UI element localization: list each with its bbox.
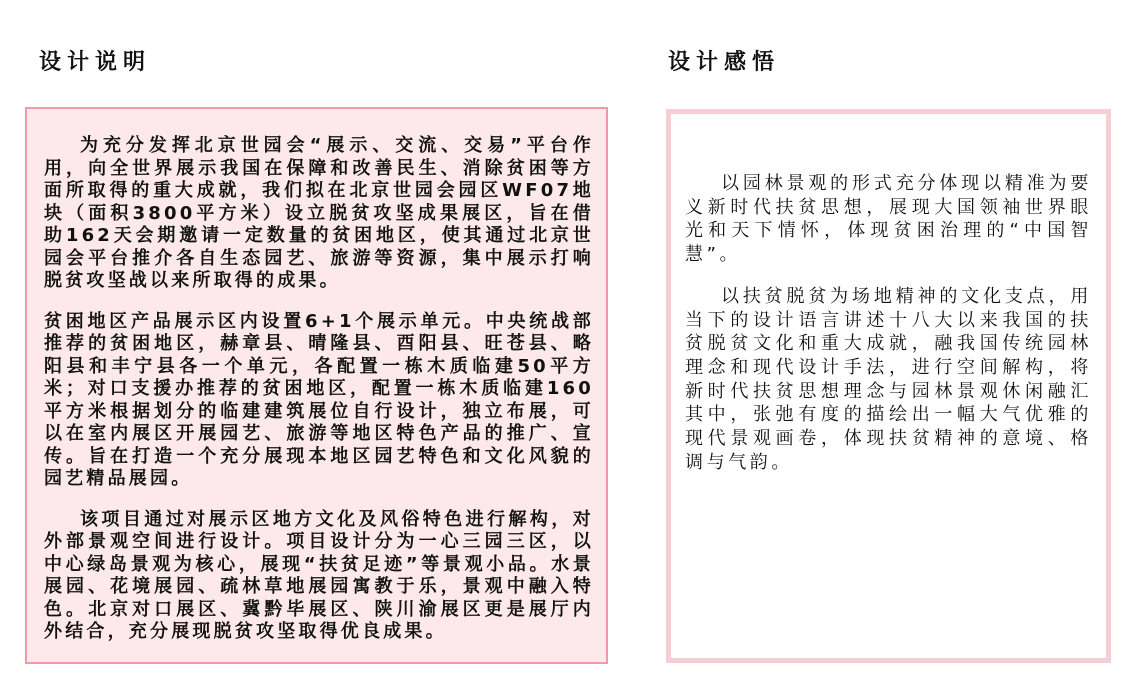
design-reflection-panel xyxy=(666,109,1111,663)
description-paragraph-1: 为充分发挥北京世园会“展示、交流、交易”平台作用，向全世界展示我国在保障和改善民生、消除贫困等方面所取得的重大成就，我们拟在北京世园会园区WF07地块（面积3800平方米）设立脱贫攻坚成果展区，旨在借助162天会期邀请一定数量的贫困地区，使其通过北京世园会平台推介各自生态园艺、旅游等资源，集中展示打响脱贫攻坚战以来所取得的成果。 xyxy=(44,135,594,291)
reflection-paragraph-1: 以园林景观的形式充分体现以精准为要义新时代扶贫思想，展现大国领袖世界眼光和天下情怀，体现贫困治理的“中国智慧”。 xyxy=(685,173,1092,266)
description-paragraph-2: 贫困地区产品展示区内设置6+1个展示单元。中央统战部推荐的贫困地区，赫章县、晴隆县、酉阳县、旺苍县、略阳县和丰宁县各一个单元，各配置一栋木质临建50平方米；对口支援办推荐的贫困地区，配置一栋木质临建160平方米根据划分的临建建筑展位自行设计，独立布展，可以在室内展区开展园艺、旅游等地区特色产品的推广、宣传。旨在打造一个充分展现本地区园艺特色和文化风貌的园艺精品展园。 xyxy=(44,310,594,489)
design-description-text xyxy=(44,135,594,644)
design-description-heading: 设计说明 xyxy=(39,50,152,75)
description-paragraph-3: 该项目通过对展示区地方文化及风俗特色进行解构，对外部景观空间进行设计。项目设计分为一心三园三区，以中心绿岛景观为核心，展现“扶贫足迹”等景观小品。水景展园、花境展园、疏林草地展园寓教于乐，景观中融入特色。北京对口展区、冀黔毕展区、陕川渝展区更是展厅内外结合，充分展现脱贫攻坚取得优良成果。 xyxy=(44,508,594,642)
design-reflection-heading: 设计感悟 xyxy=(668,50,781,75)
design-reflection-text xyxy=(685,172,1092,474)
reflection-paragraph-2: 以扶贫脱贫为场地精神的文化支点，用当下的设计语言讲述十八大以来我国的扶贫脱贫文化和重大成就，融我国传统园林理念和现代设计手法，进行空间解构，将新时代扶贫思想理念与园林景观休闲融汇其中，张弛有度的描绘出一幅大气优雅的现代景观画卷，体现扶贫精神的意境、格调与气韵。 xyxy=(685,285,1092,473)
design-description-panel xyxy=(25,107,608,664)
